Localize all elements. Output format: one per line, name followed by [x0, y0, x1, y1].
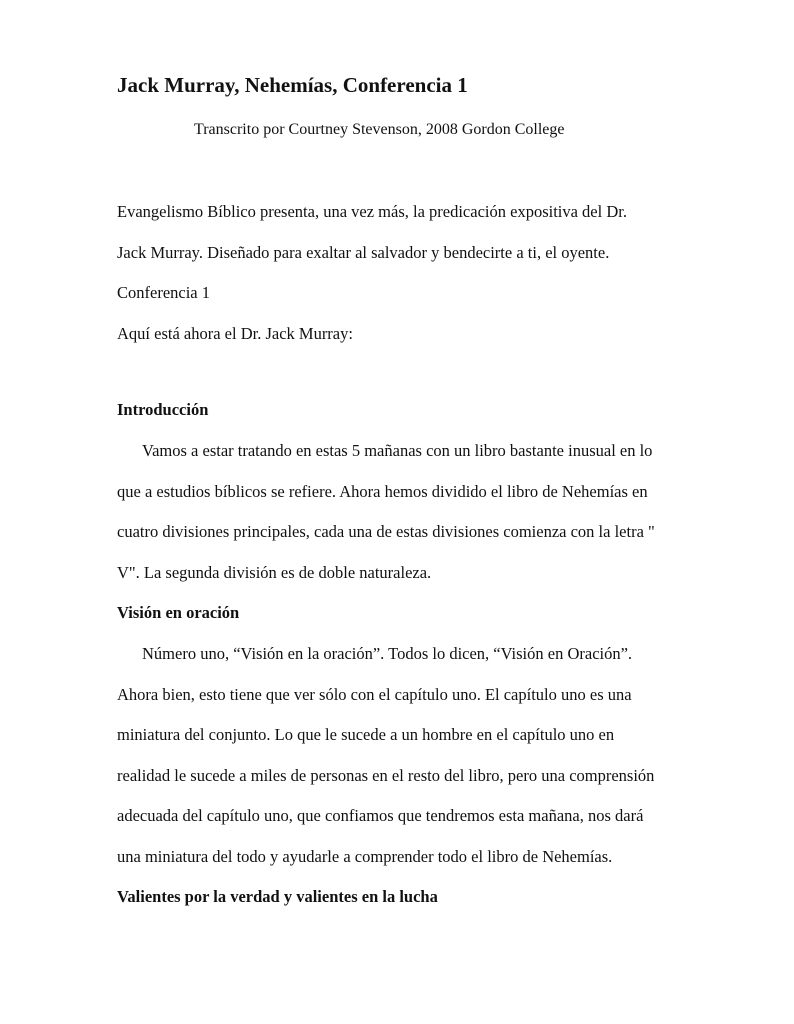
paragraph-line: Ahora bien, esto tiene que ver sólo con el capítulo uno. El capítulo uno es una [117, 685, 632, 704]
intro-line: Aquí está ahora el Dr. Jack Murray: [117, 324, 353, 343]
paragraph-line: que a estudios bíblicos se refiere. Ahora hemos dividido el libro de Nehemías en [117, 482, 648, 501]
section-heading-vision-en-oracion: Visión en oración [117, 603, 240, 622]
paragraph-line: adecuada del capítulo uno, que confiamos que tendremos esta mañana, nos dará [117, 806, 644, 825]
section-heading-valientes: Valientes por la verdad y valientes en la lucha [117, 887, 438, 906]
paragraph-line: cuatro divisiones principales, cada una de estas divisiones comienza con la letra " [117, 522, 655, 541]
document-title: Jack Murray, Nehemías, Conferencia 1 [117, 73, 468, 97]
paragraph-line: miniatura del conjunto. Lo que le sucede a un hombre en el capítulo uno en [117, 725, 615, 744]
intro-line: Conferencia 1 [117, 283, 210, 302]
intro-line: Evangelismo Bíblico presenta, una vez más, la predicación expositiva del Dr. [117, 202, 627, 221]
intro-line: Jack Murray. Diseñado para exaltar al salvador y bendecirte a ti, el oyente. [117, 243, 610, 262]
section-heading-introduccion: Introducción [117, 400, 209, 419]
paragraph-line: una miniatura del todo y ayudarle a comprender todo el libro de Nehemías. [117, 847, 613, 866]
paragraph-line: Vamos a estar tratando en estas 5 mañanas con un libro bastante inusual en lo [142, 441, 653, 460]
paragraph-line: Número uno, “Visión en la oración”. Todos lo dicen, “Visión en Oración”. [142, 644, 633, 663]
paragraph-line: V". La segunda división es de doble naturaleza. [117, 563, 432, 582]
paragraph-line: realidad le sucede a miles de personas en el resto del libro, pero una comprensión [117, 766, 655, 785]
document-subtitle: Transcrito por Courtney Stevenson, 2008 Gordon College [194, 121, 565, 138]
